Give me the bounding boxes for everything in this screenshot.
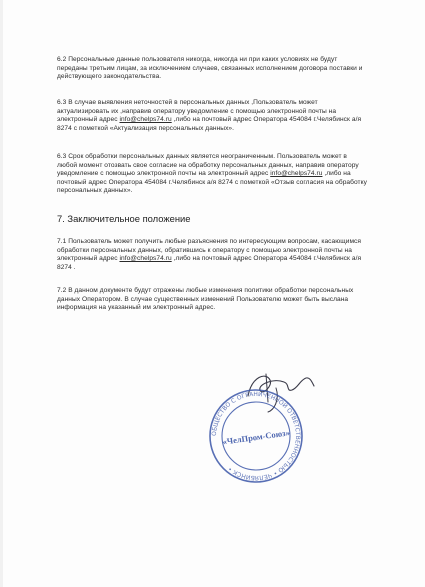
paragraph-text: ,либо на почтовый адрес Оператора 454084 г.Челябинск а/я 8274 . [57,255,362,271]
paragraph-text: 7.1 Пользователь может получить любые разъяснения по интересующим вопросам, касающимся обработки персональных данных, обратившись к оператору с помощью электронной почты на электронный адрес [57,238,361,263]
email-link[interactable]: info@chelps74.ru [119,116,172,124]
paragraph-6-3-update [57,99,367,133]
paragraph-7-2-text: 7.2 В данном документе будут отражены любые изменения политики обработки персональных данных Оператором. В случае существенных изменений Пользователю может быть выслана информация на указанный им электронный адрес. [57,287,354,312]
paragraph-6-2-text: 6.2 Персональные данные пользователя никогда, никогда ни при каких условиях не будут переданы третьим лицам, за исключением случаев, связанных исполнением договора поставки и действующего законодательства. [57,56,363,81]
paragraph-text: 6.3 Срок обработки персональных данных является неограниченным. Пользователь может в любой момент отозвать свое согласие на обработку персональных данных, направив оператору уведомление с помощью электронной почты на электронный адрес [57,153,359,178]
paragraph-7-1 [57,238,367,272]
paragraph-6-3-term [57,153,367,196]
seal-center-text: «ЧелПром-Союз» [221,427,291,447]
paragraph-text: ,либо на почтовый адрес Оператора 454084 г.Челябинск а/я 8274 с пометкой «Отзыв согласия на обработку персональных данных». [57,170,367,195]
scan-edge [0,0,3,587]
section-7-heading: 7. Заключительное положение [57,213,191,224]
company-seal [207,387,305,485]
email-link[interactable]: info@chelps74.ru [270,170,323,178]
paragraph-7-2 [57,287,367,313]
paragraph-6-2 [57,56,367,82]
paragraph-text: 6.3 В случае выявления неточностей в персональных данных ,Пользователь может актуализировать их ,направив оператору уведомление с помощью электронной почты на электронный адрес [57,99,337,124]
svg-text:ОБЩЕСТВО С ОГРАНИЧЕННОЙ ОТВЕТС: ОБЩЕСТВО С ОГРАНИЧЕННОЙ ОТВЕТСТВЕННОСТЬЮ • ЧЕЛЯБИНСК • [210,390,302,482]
paragraph-text: ,либо на почтовый адрес Оператора 454084 г.Челябинск а/я 8274 с пометкой «Актуализация персональных данных». [57,116,362,132]
email-link[interactable]: info@chelps74.ru [119,255,172,263]
